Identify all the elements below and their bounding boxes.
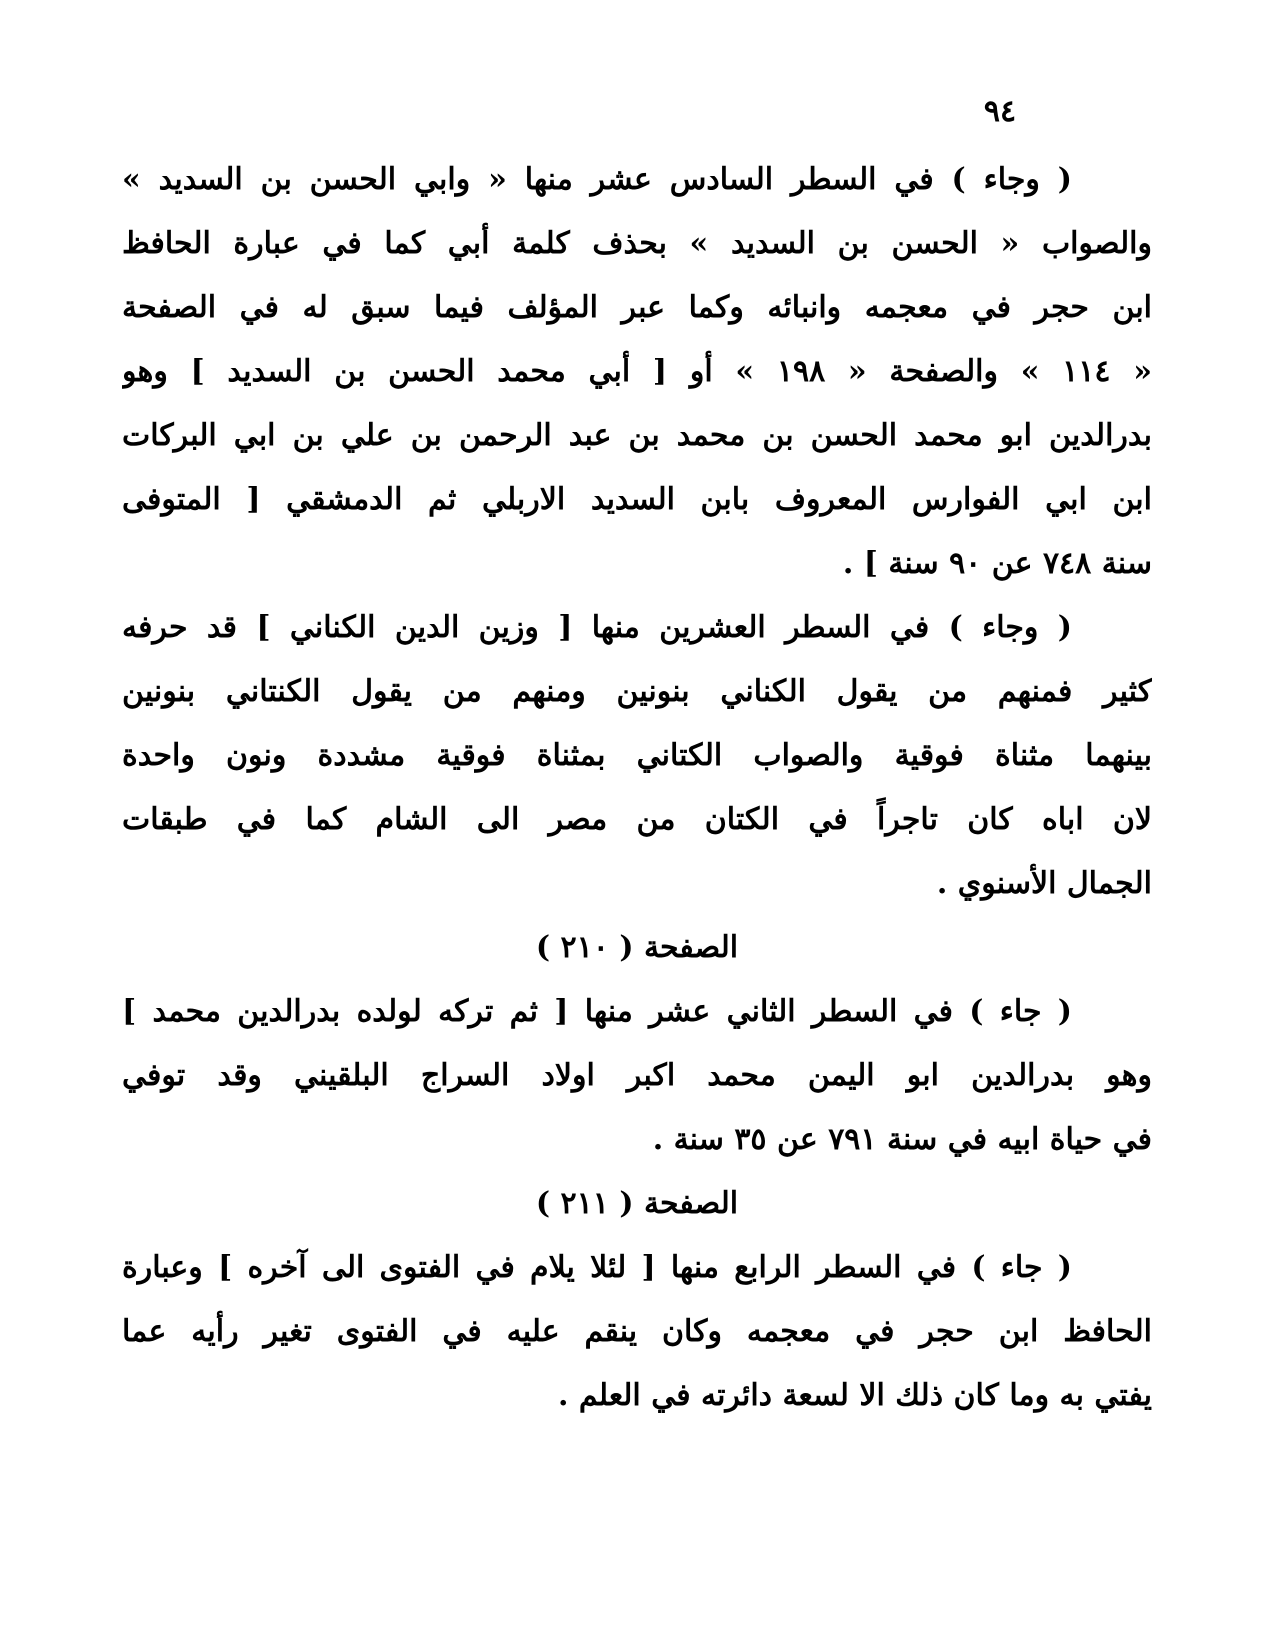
text-line: ابن حجر في معجمه وانبائه وكما عبر المؤلف فيما سبق له في الصفحة bbox=[122, 290, 1152, 325]
page-number: ٩٤ bbox=[983, 94, 1017, 129]
text-line: يفتي به وما كان ذلك الا لسعة دائرته في العلم . bbox=[558, 1378, 1152, 1413]
section-heading: الصفحة ( ٢١١ ) bbox=[535, 1186, 739, 1221]
text-line: الجمال الأسنوي . bbox=[936, 866, 1152, 901]
paragraph-section-4 bbox=[122, 1172, 1152, 1428]
text-line: « ١١٤ » والصفحة « ١٩٨ » أو [ أبي محمد الحسن بن السديد ] وهو bbox=[122, 354, 1152, 389]
text-line: وهو بدرالدين ابو اليمن محمد اكبر اولاد السراج البلقيني وقد توفي bbox=[122, 1058, 1152, 1093]
paragraph-section-3 bbox=[122, 916, 1152, 1172]
text-line: بدرالدين ابو محمد الحسن بن محمد بن عبد الرحمن بن علي بن ابي البركات bbox=[122, 418, 1152, 453]
text-line: ( جاء ) في السطر الثاني عشر منها [ ثم تركه لولده بدرالدين محمد ] bbox=[122, 994, 1072, 1029]
text-line: بينهما مثناة فوقية والصواب الكتاني بمثناة فوقية مشددة ونون واحدة bbox=[122, 738, 1152, 773]
text-line: ابن ابي الفوارس المعروف بابن السديد الاربلي ثم الدمشقي [ المتوفى bbox=[122, 482, 1152, 517]
text-line: لان اباه كان تاجراً في الكتان من مصر الى الشام كما في طبقات bbox=[122, 802, 1152, 837]
text-line: الحافظ ابن حجر في معجمه وكان ينقم عليه في الفتوى تغير رأيه عما bbox=[122, 1314, 1152, 1349]
section-heading: الصفحة ( ٢١٠ ) bbox=[535, 930, 739, 965]
text-line: كثير فمنهم من يقول الكناني بنونين ومنهم من يقول الكنتاني بنونين bbox=[122, 674, 1152, 709]
body-text bbox=[122, 148, 1152, 1428]
text-line: سنة ٧٤٨ عن ٩٠ سنة ] . bbox=[842, 546, 1152, 581]
text-line: ( وجاء ) في السطر العشرين منها [ وزين الدين الكناني ] قد حرفه bbox=[122, 610, 1072, 645]
paragraph-section-2 bbox=[122, 596, 1152, 916]
paragraph-section-1 bbox=[122, 148, 1152, 596]
text-line: ( جاء ) في السطر الرابع منها [ لئلا يلام في الفتوى الى آخره ] وعبارة bbox=[122, 1250, 1072, 1285]
text-line: في حياة ابيه في سنة ٧٩١ عن ٣٥ سنة . bbox=[652, 1122, 1152, 1157]
text-line: ( وجاء ) في السطر السادس عشر منها « وابي الحسن بن السديد » bbox=[122, 162, 1072, 197]
text-line: والصواب « الحسن بن السديد » بحذف كلمة أبي كما في عبارة الحافظ bbox=[122, 226, 1152, 261]
